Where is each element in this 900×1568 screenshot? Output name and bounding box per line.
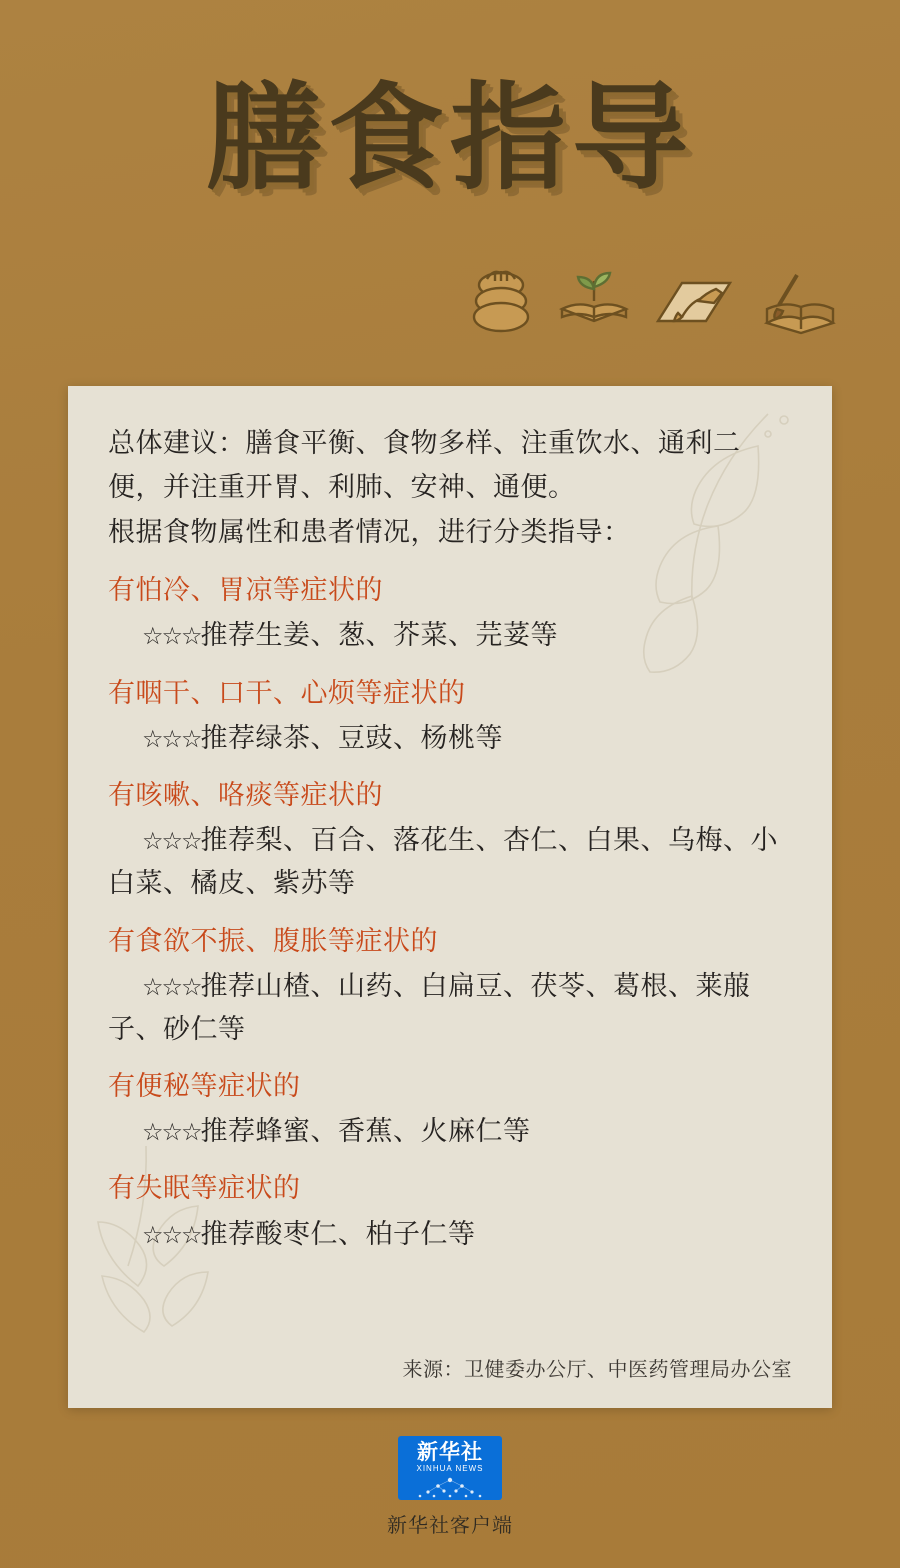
decorative-icon-strip	[465, 258, 845, 348]
logo-text: 新华社	[417, 1441, 483, 1464]
section-body-text-4: 推荐山楂、山药、白扁豆、茯苓、葛根、莱菔子、砂仁等	[108, 970, 751, 1044]
logo-dot-pattern	[398, 1476, 502, 1498]
section-body-1	[108, 614, 792, 657]
content-card	[68, 386, 832, 1408]
section-body-text-2: 推荐绿茶、豆豉、杨桃等	[200, 722, 504, 753]
section-body-text-6: 推荐酸枣仁、柏子仁等	[200, 1218, 476, 1249]
brush-book-icon	[753, 265, 845, 341]
title-area	[0, 72, 900, 205]
section-head-5: 有便秘等症状的	[108, 1071, 301, 1102]
logo-subtext: XINHUA NEWS	[416, 1464, 484, 1474]
stars-3: ☆☆☆	[142, 828, 201, 856]
source-line: 来源：卫健委办公厅、中医药管理局办公室	[402, 1359, 792, 1381]
section-body-text-1: 推荐生姜、葱、芥菜、芫荽等	[200, 620, 559, 651]
section-head-3: 有咳嗽、咯痰等症状的	[108, 779, 383, 810]
intro-paragraph-1: 总体建议：膳食平衡、食物多样、注重饮水、通利二便，并注重开胃、利肺、安神、通便。	[108, 428, 741, 502]
section-body-6	[108, 1213, 792, 1256]
page-title: 膳食指导	[206, 71, 694, 206]
section-head-4: 有食欲不振、腹胀等症状的	[108, 925, 438, 956]
steamed-buns-icon	[465, 265, 537, 341]
stars-6: ☆☆☆	[142, 1221, 201, 1249]
section-body-text-3: 推荐梨、百合、落花生、杏仁、白果、乌梅、小白菜、橘皮、紫苏等	[108, 825, 779, 899]
section-head-1: 有怕冷、胃凉等症状的	[108, 575, 383, 606]
writing-hand-icon	[652, 265, 736, 341]
stars-4: ☆☆☆	[142, 973, 201, 1001]
section-body-text-5: 推荐蜂蜜、香蕉、火麻仁等	[200, 1116, 531, 1147]
stars-1: ☆☆☆	[142, 623, 201, 651]
section-body-3	[108, 819, 792, 905]
section-head-6: 有失眠等症状的	[108, 1173, 301, 1204]
section-body-2	[108, 717, 792, 760]
sprout-book-icon	[554, 265, 634, 341]
stars-5: ☆☆☆	[142, 1119, 201, 1147]
stars-2: ☆☆☆	[142, 725, 201, 753]
section-head-2: 有咽干、口干、心烦等症状的	[108, 677, 466, 708]
xinhua-logo	[398, 1436, 502, 1500]
section-body-5	[108, 1110, 792, 1153]
card-text-body	[68, 386, 832, 1408]
section-body-4	[108, 965, 792, 1051]
footer-label: 新华社客户端	[387, 1515, 513, 1537]
intro-paragraph-2: 根据食物属性和患者情况，进行分类指导：	[108, 517, 631, 548]
footer	[0, 1436, 900, 1538]
